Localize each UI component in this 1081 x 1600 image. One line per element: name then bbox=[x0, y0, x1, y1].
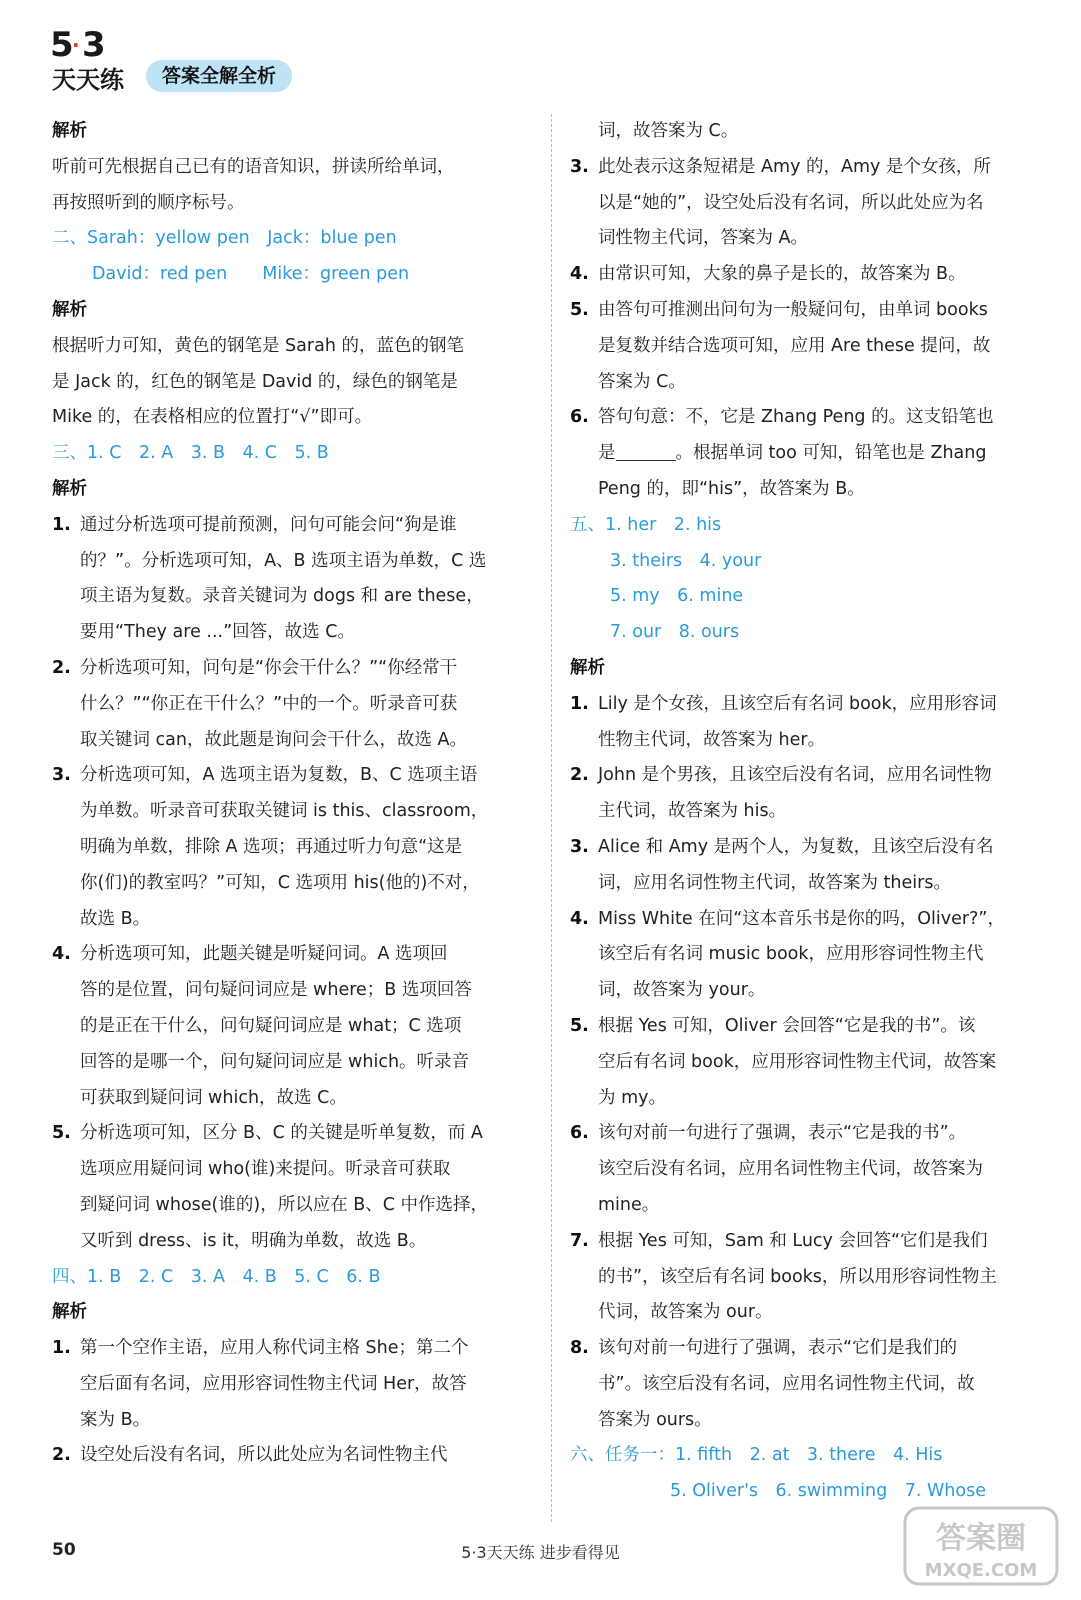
text-line: 再按照听到的顺序标号。 bbox=[52, 192, 245, 213]
section-heading: 解析 bbox=[52, 299, 87, 320]
answer-line: 二、Sarah：yellow pen Jack：blue pen bbox=[52, 228, 397, 249]
text-line: 听前可先根据自己已有的语音知识，拼读所给单词， bbox=[52, 156, 455, 177]
item-text: 由答句可推测出问句为一般疑问句，由单词 books bbox=[598, 299, 988, 320]
text-line: mine。 bbox=[598, 1194, 660, 1215]
item-number: 6. bbox=[570, 1123, 589, 1144]
section-heading: 解析 bbox=[52, 478, 87, 499]
answer-line: 六、任务一：1. fifth 2. at 3. there 4. His bbox=[570, 1445, 943, 1466]
list-item bbox=[52, 937, 530, 973]
list-item bbox=[570, 687, 1048, 723]
text-line: 的是正在干什么，问句疑问词应是 what；C 选项 bbox=[80, 1015, 462, 1036]
footer-slogan: 5·3天天练 进步看得见 bbox=[461, 1543, 620, 1562]
text-line: 是 Jack 的，红色的钢笔是 David 的，绿色的钢笔是 bbox=[52, 371, 458, 392]
logo-53-icon bbox=[48, 22, 134, 96]
item-text: 根据 Yes 可知，Sam 和 Lucy 会回答“它们是我们 bbox=[598, 1230, 988, 1251]
item-number: 1. bbox=[570, 693, 589, 714]
header bbox=[48, 22, 348, 102]
answer-line: 三、1. C 2. A 3. B 4. C 5. B bbox=[52, 443, 329, 464]
watermark-icon bbox=[901, 1504, 1061, 1588]
answer-line: 5. my 6. mine bbox=[610, 586, 744, 607]
text-line: 可获取到疑问词 which，故选 C。 bbox=[80, 1087, 347, 1108]
item-number: 2. bbox=[570, 765, 589, 786]
list-item bbox=[52, 508, 530, 544]
text-line bbox=[570, 436, 1048, 472]
item-number: 8. bbox=[570, 1338, 589, 1359]
text-line: 要用“They are ...”回答，故选 C。 bbox=[80, 622, 355, 643]
item-number: 4. bbox=[570, 908, 589, 929]
text-line: 的书”，该空后有名词 books，所以用形容词性物主 bbox=[598, 1266, 997, 1287]
list-item bbox=[570, 902, 1048, 938]
text-line: 根据听力可知，黄色的钢笔是 Sarah 的，蓝色的钢笔 bbox=[52, 335, 464, 356]
list-item bbox=[570, 758, 1048, 794]
text-line: 答案为 ours。 bbox=[598, 1409, 712, 1430]
text-line: 选项应用疑问词 who(谁)来提问。听录音可获取 bbox=[80, 1159, 451, 1180]
item-text: Lily 是个女孩，且该空后有名词 book，应用形容词 bbox=[598, 693, 997, 714]
text-line: 该空后有名词 music book，应用形容词性物主代 bbox=[598, 944, 984, 965]
item-text: 此处表示这条短裙是 Amy 的，Amy 是个女孩，所 bbox=[598, 156, 991, 177]
text-line: 以是“她的”，设空处后没有名词，所以此处应为名 bbox=[598, 192, 984, 213]
list-item bbox=[570, 1116, 1048, 1152]
list-item bbox=[52, 1116, 530, 1152]
section-heading: 解析 bbox=[52, 1302, 87, 1323]
list-item bbox=[52, 1438, 530, 1474]
text-line: Mike 的，在表格相应的位置打“√”即可。 bbox=[52, 407, 373, 428]
svg-text:5: 5 bbox=[50, 25, 74, 65]
text-line: 词，故答案为 your。 bbox=[598, 980, 766, 1001]
svg-text:天天练: 天天练 bbox=[52, 66, 124, 94]
text-line: 词，应用名词性物主代词，故答案为 theirs。 bbox=[598, 872, 951, 893]
text-line: 什么？”“你正在干什么？”中的一个。听录音可获 bbox=[80, 693, 458, 714]
text-line: 的？”。分析选项可知，A、B 选项主语为单数，C 选 bbox=[80, 550, 487, 571]
text-line: 为单数。听录音可获取关键词 is this、classroom， bbox=[80, 801, 489, 822]
text-line: 回答的是哪一个，问句疑问词应是 which。听录音 bbox=[80, 1051, 470, 1072]
fill-blank bbox=[616, 438, 676, 461]
left-column bbox=[52, 114, 530, 1474]
header-title: 答案全解全析 bbox=[146, 60, 292, 92]
list-item bbox=[570, 257, 1048, 293]
item-text: 答句句意：不，它是 Zhang Peng 的。这支铅笔也 bbox=[598, 407, 994, 428]
item-text: 分析选项可知，区分 B、C 的关键是听单复数，而 A bbox=[80, 1123, 483, 1144]
text-line: 该空后没有名词，应用名词性物主代词，故答案为 bbox=[598, 1159, 983, 1180]
answer-line: 四、1. B 2. C 3. A 4. B 5. C 6. B bbox=[52, 1266, 381, 1287]
list-item bbox=[570, 1009, 1048, 1045]
list-item bbox=[570, 400, 1048, 436]
column-divider bbox=[551, 114, 552, 1522]
list-item bbox=[52, 758, 530, 794]
item-number: 3. bbox=[570, 156, 589, 177]
item-text: 该句对前一句进行了强调，表示“它是我的书”。 bbox=[598, 1123, 967, 1144]
list-item bbox=[570, 150, 1048, 186]
text-line: 词，故答案为 C。 bbox=[598, 121, 739, 141]
item-text: John 是个男孩，且该空后没有名词，应用名词性物 bbox=[598, 765, 992, 786]
item-text: 设空处后没有名词，所以此处应为名词性物主代 bbox=[80, 1445, 448, 1466]
svg-text:MXQE.COM: MXQE.COM bbox=[924, 1560, 1038, 1581]
text-line: 空后面有名词，应用形容词性物主代词 Her，故答 bbox=[80, 1373, 467, 1394]
text-line: 性物主代词，故答案为 her。 bbox=[598, 729, 826, 750]
text-line: 是复数并结合选项可知，应用 Are these 提问，故 bbox=[598, 335, 991, 356]
answer-line: David：red pen Mike：green pen bbox=[92, 264, 410, 285]
text-line: 案为 B。 bbox=[80, 1409, 151, 1430]
item-text: 分析选项可知，问句是“你会干什么？”“你经常干 bbox=[80, 657, 458, 678]
answer-line: 五、1. her 2. his bbox=[570, 514, 722, 535]
section-heading: 解析 bbox=[570, 657, 605, 678]
item-text: 根据 Yes 可知，Oliver 会回答“它是我的书”。该 bbox=[598, 1015, 976, 1036]
text-line: 又听到 dress、is it，明确为单数，故选 B。 bbox=[80, 1230, 427, 1251]
item-text: 分析选项可知，A 选项主语为复数，B、C 选项主语 bbox=[80, 765, 478, 786]
text-line: 你(们)的教室吗？”可知，C 选项用 his(他的)不对， bbox=[80, 872, 480, 893]
item-number: 2. bbox=[52, 657, 71, 678]
text-line: 代词，故答案为 our。 bbox=[598, 1302, 773, 1323]
list-item bbox=[52, 1331, 530, 1367]
item-number: 3. bbox=[52, 765, 71, 786]
item-text: 分析选项可知，此题关键是听疑问词。A 选项回 bbox=[80, 944, 448, 965]
item-text: 通过分析选项可提前预测，问句可能会问“狗是谁 bbox=[80, 514, 457, 535]
list-item bbox=[52, 651, 530, 687]
text-line: 答案为 C。 bbox=[598, 371, 686, 392]
item-number: 5. bbox=[52, 1123, 71, 1144]
answer-line: 7. our 8. ours bbox=[610, 622, 740, 643]
text-line: 项主语为复数。录音关键词为 dogs 和 are these， bbox=[80, 586, 484, 607]
text-line: Peng 的，即“his”，故答案为 B。 bbox=[598, 478, 865, 499]
list-item bbox=[570, 1331, 1048, 1367]
list-item bbox=[570, 293, 1048, 329]
item-number: 2. bbox=[52, 1445, 71, 1466]
text-fragment: 是 bbox=[598, 443, 616, 464]
item-text: 该句对前一句进行了强调，表示“它们是我们的 bbox=[598, 1338, 958, 1359]
text-fragment: 。根据单词 too 可知，铅笔也是 Zhang bbox=[675, 443, 987, 464]
text-line: 词性物主代词，答案为 A。 bbox=[598, 228, 809, 249]
svg-text:·: · bbox=[72, 33, 80, 57]
text-line: 取关键词 can，故此题是询问会干什么，故选 A。 bbox=[80, 729, 468, 750]
text-line: 为 my。 bbox=[598, 1087, 666, 1108]
item-number: 1. bbox=[52, 514, 71, 535]
answer-line: 3. theirs 4. your bbox=[610, 550, 762, 571]
text-line: 明确为单数，排除 A 选项；再通过听力句意“这是 bbox=[80, 836, 463, 857]
item-number: 4. bbox=[52, 944, 71, 965]
item-number: 1. bbox=[52, 1338, 71, 1359]
item-number: 5. bbox=[570, 1015, 589, 1036]
item-text: 由常识可知，大象的鼻子是长的，故答案为 B。 bbox=[598, 264, 966, 285]
text-line: 空后有名词 book，应用形容词性物主代词，故答案 bbox=[598, 1051, 997, 1072]
svg-text:3: 3 bbox=[82, 25, 106, 65]
text-line: 故选 B。 bbox=[80, 908, 151, 929]
item-number: 5. bbox=[570, 299, 589, 320]
item-text: Alice 和 Amy 是两个人，为复数，且该空后没有名 bbox=[598, 836, 994, 857]
item-number: 4. bbox=[570, 264, 589, 285]
answer-line: 5. Oliver's 6. swimming 7. Whose bbox=[670, 1481, 986, 1502]
item-text: Miss White 在问“这本音乐书是你的吗，Oliver?”， bbox=[598, 908, 1005, 929]
text-line: 主代词，故答案为 his。 bbox=[598, 801, 787, 822]
item-number: 7. bbox=[570, 1230, 589, 1251]
section-heading: 解析 bbox=[52, 121, 87, 141]
list-item bbox=[570, 1224, 1048, 1260]
svg-text:答案圈: 答案圈 bbox=[936, 1521, 1026, 1556]
list-item bbox=[570, 830, 1048, 866]
text-line: 书”。该空后没有名词，应用名词性物主代词，故 bbox=[598, 1373, 975, 1394]
item-number: 3. bbox=[570, 836, 589, 857]
page-number: 50 bbox=[52, 1540, 76, 1560]
item-number: 6. bbox=[570, 407, 589, 428]
item-text: 第一个空作主语，应用人称代词主格 She；第二个 bbox=[80, 1338, 469, 1359]
text-line: 到疑问词 whose(谁的)，所以应在 B、C 中作选择， bbox=[80, 1194, 489, 1215]
right-column bbox=[570, 114, 1048, 1510]
text-line: 答的是位置，问句疑问词应是 where；B 选项回答 bbox=[80, 980, 472, 1001]
